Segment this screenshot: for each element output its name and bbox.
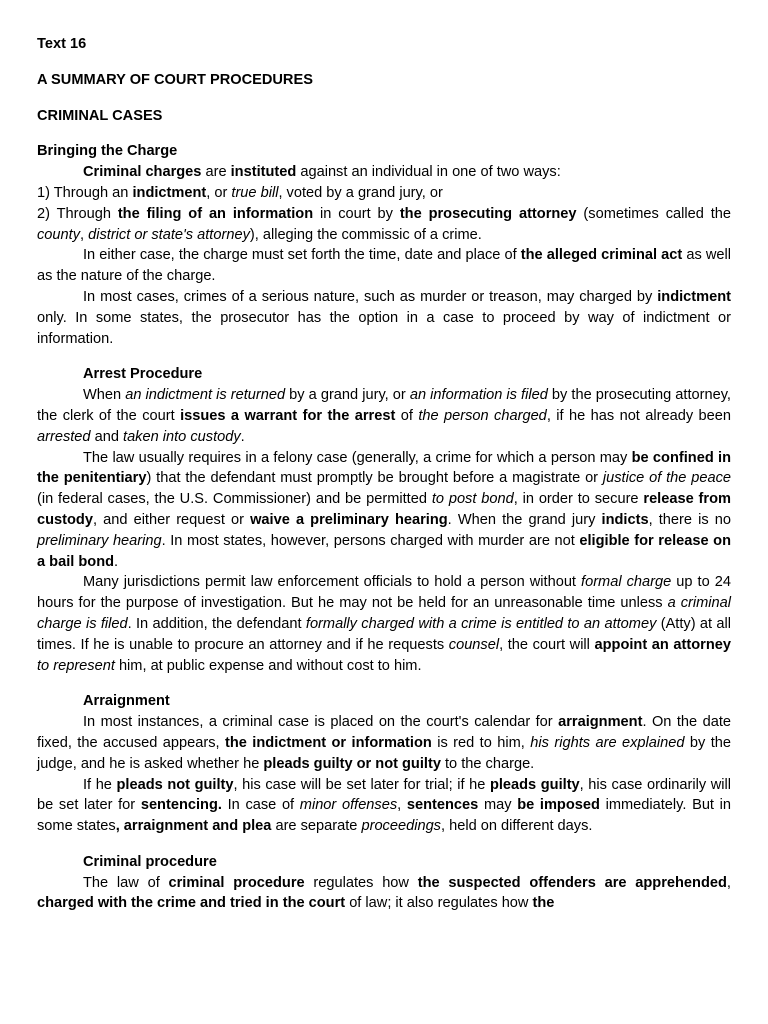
text-run: indictment xyxy=(132,184,207,201)
text-run: , the court will xyxy=(499,636,595,653)
text-run: to the charge. xyxy=(440,755,535,772)
text-run: In most cases, crimes of a serious nature, such as murder or treason, may charged by xyxy=(83,288,658,305)
text-run: criminal procedure xyxy=(168,874,305,891)
text-run: are separate xyxy=(271,818,362,835)
bringing-list-item-1 xyxy=(37,183,731,204)
text-run: by the prosecuting attorney, the clerk of the court xyxy=(37,387,731,424)
text-run: charged with the crime and tried in the court xyxy=(37,895,346,912)
text-run: Many jurisdictions permit law enforcement officials to hold a person without xyxy=(83,574,582,591)
text-run: , or xyxy=(206,184,232,201)
arraignment-paragraph-1 xyxy=(37,712,731,774)
text-run: immediately. But in some states xyxy=(37,797,732,835)
text-run: , xyxy=(80,226,89,243)
bringing-list-item-2 xyxy=(37,204,731,246)
text-run: , and either request or xyxy=(92,511,251,528)
text-run: to represent xyxy=(37,657,115,674)
text-run: . On the date fixed, the accused appears, xyxy=(37,714,731,751)
text-run: sentencing. xyxy=(140,797,222,814)
text-run: and xyxy=(90,428,124,445)
text-run: , xyxy=(726,874,731,891)
text-run: true bill xyxy=(231,184,279,201)
text-run: regulates how xyxy=(304,874,418,891)
text-run: a criminal charge is filed xyxy=(37,595,731,632)
text-run: is red to him, xyxy=(431,734,531,751)
text-run: , arraignment and plea xyxy=(115,818,272,835)
text-run: counsel xyxy=(448,636,500,653)
text-run: pleads guilty xyxy=(489,776,580,793)
procedure-heading: Criminal procedure xyxy=(83,853,217,870)
text-run: The law of xyxy=(83,874,169,891)
text-run: up to 24 hours for the purpose of investigation. But he may not be held for an unreasonable time unless xyxy=(37,574,731,612)
procedure-paragraph-1 xyxy=(37,873,731,915)
section-heading: CRIMINAL CASES xyxy=(37,107,163,124)
text-run: arraignment xyxy=(558,714,643,731)
text-run: indictment xyxy=(657,288,731,305)
text-run: formally charged with a crime is entitled to an attomey xyxy=(305,615,657,632)
text-run: . In most states, however, persons charged with murder are not xyxy=(161,532,580,549)
text-run: , his case will be set later for trial; if he xyxy=(233,776,490,793)
text-run: indicts xyxy=(601,511,649,528)
text-run: Criminal charges xyxy=(83,164,202,181)
text-run: issues a warrant for the arrest xyxy=(180,407,396,424)
text-run: In either case, the charge must set forth the time, date and place of xyxy=(83,247,521,264)
text-run: the alleged criminal act xyxy=(520,247,683,264)
text-run: the filing of an information xyxy=(117,205,314,222)
bringing-paragraph-3 xyxy=(37,287,731,349)
text-run: appoint an attorney xyxy=(594,636,731,653)
text-run: , there is no xyxy=(648,511,731,528)
arrest-paragraph-3 xyxy=(37,572,731,676)
text-run: , xyxy=(397,797,407,814)
text-run: the person charged xyxy=(418,407,547,424)
text-run: 2) Through xyxy=(37,205,118,222)
text-run: only. In some states, the prosecutor has the option in a case to proceed by way of indictment or information. xyxy=(37,309,731,347)
text-run: The law usually requires in a felony case (generally, a crime for which a person may xyxy=(83,449,632,466)
text-run: the xyxy=(532,895,555,912)
text-run: to post bond xyxy=(431,491,514,508)
text-run: 1) Through an xyxy=(37,184,133,201)
text-label: Text 16 xyxy=(37,36,87,52)
text-run: instituted xyxy=(230,164,297,181)
text-run: eligible for release on a bail bond xyxy=(37,532,731,570)
text-run: In case of xyxy=(221,797,300,814)
text-run: are xyxy=(201,164,231,181)
text-run: If he xyxy=(83,776,117,793)
text-run: an indictment is returned xyxy=(125,387,286,404)
text-run: him, at public expense and without cost to him. xyxy=(114,657,422,674)
text-run: preliminary hearing xyxy=(37,532,162,549)
arrest-paragraph-2 xyxy=(37,448,731,573)
bringing-paragraph-1 xyxy=(37,162,731,183)
text-run: of law; it also regulates how xyxy=(345,895,533,912)
text-run: by the judge, and he is asked whether he xyxy=(37,734,732,772)
text-run: district or state's attorney xyxy=(88,226,250,243)
text-run: as well as the nature of the charge. xyxy=(37,247,731,285)
text-run: . xyxy=(240,428,245,445)
bringing-heading: Bringing the Charge xyxy=(37,143,178,160)
text-run: In most instances, a criminal case is placed on the court's calendar for xyxy=(83,714,559,731)
text-run: waive a preliminary hearing xyxy=(250,511,448,528)
text-run: arrested xyxy=(37,428,91,445)
text-run: justice of the peace xyxy=(602,470,732,487)
text-run: may xyxy=(478,797,518,814)
text-run: . In addition, the defendant xyxy=(127,615,306,632)
text-run: release from custody xyxy=(37,491,731,528)
text-run: his rights are explained xyxy=(530,734,685,751)
arraignment-paragraph-2 xyxy=(37,775,731,837)
text-run: against an individual in one of two ways: xyxy=(296,164,561,181)
text-run: the prosecuting attorney xyxy=(399,205,577,222)
text-run: county xyxy=(37,226,80,243)
text-run: . When the grand jury xyxy=(447,511,602,528)
text-run: , held on different days. xyxy=(440,818,593,835)
arrest-paragraph-1 xyxy=(37,385,731,447)
arraignment-heading: Arraignment xyxy=(83,693,170,710)
text-run: pleads not guilty xyxy=(116,776,234,793)
text-run: be confined in the penitentiary xyxy=(37,449,731,487)
text-run: in court by xyxy=(313,205,400,222)
document-title: A SUMMARY OF COURT PROCEDURES xyxy=(37,71,313,88)
text-run: ), alleging the commissic of a crime. xyxy=(249,226,482,243)
text-run: , in order to secure xyxy=(513,491,644,508)
text-run: the indictment or information xyxy=(225,734,432,751)
text-run: , voted by a grand jury, or xyxy=(278,184,443,201)
text-run: taken into custody xyxy=(123,428,241,445)
text-run: proceedings xyxy=(361,818,441,835)
text-run: be imposed xyxy=(517,797,600,814)
text-run: pleads guilty or not guilty xyxy=(263,755,441,772)
text-run: of xyxy=(395,407,419,424)
text-run: , his case ordinarily will be set later for xyxy=(37,776,732,814)
text-run: (Atty) at all times. If he is unable to procure an attorney and if he requests xyxy=(37,615,732,653)
text-run: (in federal cases, the U.S. Commissioner) and be permitted xyxy=(37,491,432,508)
text-run: by a grand jury, or xyxy=(285,387,410,404)
text-run: . xyxy=(114,553,119,570)
text-run: sentences xyxy=(406,797,479,814)
text-run: , if he has not already been xyxy=(546,407,732,424)
text-run: (sometimes called the xyxy=(576,205,731,222)
text-run: ) that the defendant must promptly be brought before a magistrate or xyxy=(146,470,603,487)
text-run: minor offenses xyxy=(299,797,398,814)
arrest-heading: Arrest Procedure xyxy=(83,366,203,383)
text-run: When xyxy=(83,387,126,404)
text-run: formal charge xyxy=(581,574,672,591)
text-run: an information is filed xyxy=(409,387,548,404)
bringing-paragraph-2 xyxy=(37,245,731,287)
text-run: the suspected offenders are apprehended xyxy=(417,874,727,891)
